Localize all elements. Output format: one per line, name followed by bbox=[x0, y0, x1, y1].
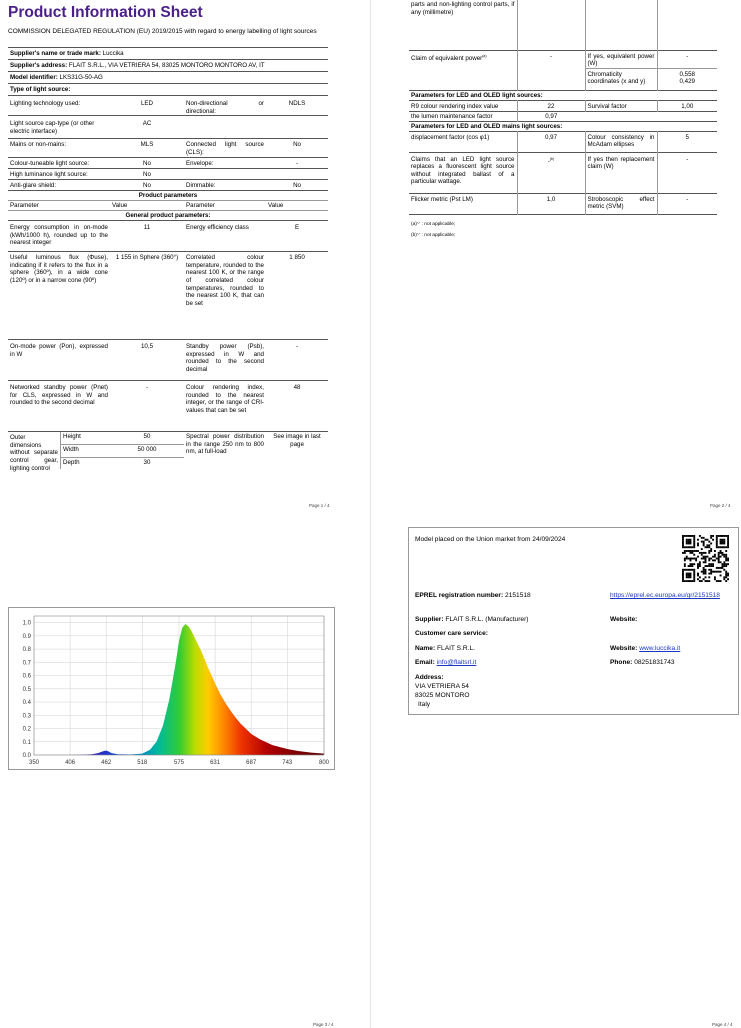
product-info-table bbox=[8, 47, 328, 478]
y-tick-label: 0.3 bbox=[22, 713, 31, 720]
regulation-subtitle: COMMISSION DELEGATED REGULATION (EU) 2019/2015 with regard to energy labelling of light sources bbox=[8, 28, 317, 35]
spectrum-area bbox=[34, 624, 324, 755]
envelope-value: - bbox=[295, 160, 299, 168]
y-tick-label: 0.8 bbox=[22, 647, 31, 654]
claim-fluor-label: Claims that an LED light source replaces a fluorescent light source without integrated ballast of a particular wattage. bbox=[411, 155, 515, 186]
height-label: Height bbox=[61, 432, 111, 445]
flicker-value: 1,0 bbox=[517, 193, 585, 214]
highlum-label: High luminance light source: bbox=[10, 171, 88, 179]
address-line-2: 83025 MONTORO bbox=[415, 692, 470, 699]
strobo-label: Stroboscopic effect metric (SVM) bbox=[585, 193, 657, 214]
claim-fluor-value: - bbox=[547, 157, 550, 165]
replace-value: - bbox=[657, 152, 717, 193]
tech-value: LED bbox=[140, 100, 154, 107]
x-tick-label: 462 bbox=[101, 760, 112, 766]
supplier-name-label: Supplier's name or trade mark: bbox=[10, 50, 101, 57]
col-header-parameter: Parameter bbox=[10, 202, 39, 210]
consistency-label: Colour consistency in McAdam ellipses bbox=[585, 131, 657, 152]
y-tick-label: 0.2 bbox=[22, 726, 31, 733]
replace-label: If yes then replacement claim (W) bbox=[585, 152, 657, 193]
page-number: Page 2 / 4 bbox=[710, 503, 731, 508]
directional-label: Non-directional or directional: bbox=[186, 100, 264, 115]
standby-label: Standby power (Psb), expressed in W and rounded to the second decimal bbox=[186, 343, 264, 373]
dims-continued-label: parts and non-lighting control parts, if any (millimetre) bbox=[411, 1, 515, 16]
customer-care-label: Customer care service: bbox=[415, 630, 488, 637]
cap-label: Light source cap-type (or other electric interface) bbox=[10, 120, 95, 135]
x-tick-label: 518 bbox=[137, 760, 148, 766]
col-header-value-2: Value bbox=[268, 202, 284, 210]
phone-label: Phone: bbox=[610, 659, 633, 666]
dimmable-value: No bbox=[293, 182, 301, 190]
page-number: Page 1 / 4 bbox=[309, 503, 330, 508]
page-title: Product Information Sheet bbox=[8, 4, 203, 21]
led-params-heading: Parameters for LED and OLED light sources: bbox=[411, 91, 543, 99]
led-parameters-table bbox=[409, 0, 717, 215]
y-tick-label: 0.4 bbox=[22, 700, 31, 707]
r9-value: 22 bbox=[517, 100, 585, 111]
eprel-link[interactable]: https://eprel.ec.europa.eu/qr/2151518 bbox=[610, 592, 720, 599]
consistency-value: 5 bbox=[657, 131, 717, 152]
equiv-label: Claim of equivalent power bbox=[411, 54, 483, 62]
x-tick-label: 687 bbox=[246, 760, 257, 766]
market-date: Model placed on the Union market from 24/09/2024 bbox=[415, 536, 566, 543]
dims-label: Outer dimensions without separate control gear, lighting control bbox=[10, 434, 58, 472]
page-1 bbox=[0, 0, 370, 513]
website-label: Website: bbox=[610, 616, 638, 623]
mains-label: Mains or non-mains: bbox=[10, 141, 67, 149]
width-label: Width bbox=[61, 445, 111, 458]
supplier-value: FLAIT S.R.L. (Manufacturer) bbox=[445, 616, 529, 623]
cri-label: Colour rendering index, rounded to the nearest integer, or the range of CRI-values that can be set bbox=[186, 384, 264, 414]
name-value: FLAIT S.R.L. bbox=[437, 645, 475, 652]
claim-fluor-footnote-ref: (b) bbox=[549, 156, 555, 161]
address-line-1: VIA VETRIERA 54 bbox=[415, 683, 469, 690]
spectral-chart bbox=[8, 607, 335, 770]
disp-label: displacement factor (cos φ1) bbox=[411, 133, 490, 141]
y-tick-label: 0.7 bbox=[22, 660, 31, 667]
equiv-footnote-ref: (a) bbox=[482, 53, 487, 58]
disp-value: 0,97 bbox=[517, 131, 585, 152]
y-tick-label: 0.5 bbox=[22, 686, 31, 693]
maint-label: the lumen maintenance factor bbox=[411, 112, 493, 120]
supplier-address-label: Supplier's address: bbox=[10, 62, 68, 69]
x-tick-label: 800 bbox=[318, 760, 330, 766]
supplier-name: Luccika bbox=[102, 50, 124, 57]
cri-value: 48 bbox=[293, 384, 301, 392]
strobo-value: - bbox=[657, 193, 717, 214]
spd-label: Spectral power distribution in the range 250 nm to 800 nm, at full-load bbox=[186, 433, 264, 456]
mains-params-heading: Parameters for LED and OLED mains light sources: bbox=[411, 122, 563, 130]
flux-value: 1 155 in Sphere (360°) bbox=[115, 254, 179, 262]
width-value: 50 000 bbox=[110, 445, 184, 458]
phone-value: 08251831743 bbox=[634, 659, 675, 666]
footnote-b: (b)'-' : not applicable; bbox=[411, 233, 456, 238]
website-label-2: Website: bbox=[610, 645, 638, 652]
energy-class-label: Energy efficiency class bbox=[186, 224, 249, 232]
cct-value: 1 850 bbox=[289, 254, 305, 262]
y-tick-label: 0.0 bbox=[22, 753, 31, 759]
page-number: Page 3 / 4 bbox=[313, 1022, 334, 1027]
eprel-number: 2151518 bbox=[505, 592, 531, 599]
model-label: Model identifier: bbox=[10, 74, 58, 81]
netstandby-value: - bbox=[145, 384, 149, 392]
depth-value: 30 bbox=[143, 459, 151, 467]
energy-value: 11 bbox=[143, 224, 151, 232]
address-label: Address: bbox=[415, 674, 444, 681]
x-tick-label: 575 bbox=[173, 760, 185, 766]
eprel-label: EPREL registration number: bbox=[415, 592, 504, 599]
y-tick-label: 0.9 bbox=[22, 633, 31, 640]
x-tick-label: 631 bbox=[210, 760, 221, 766]
spectral-chart-svg bbox=[9, 608, 334, 769]
cls-label: Connected light source (CLS): bbox=[186, 141, 264, 156]
survival-label: Survival factor bbox=[585, 100, 657, 111]
col-header-value: Value bbox=[112, 202, 128, 210]
tuneable-label: Colour-tuneable light source: bbox=[10, 160, 90, 168]
spd-value: See image in last page bbox=[273, 433, 321, 448]
chroma-y: 0,429 bbox=[679, 78, 695, 86]
model-identifier: LKS31G-50-AG bbox=[59, 74, 103, 81]
mains-value: MLS bbox=[140, 141, 154, 149]
energy-class-value: E bbox=[294, 224, 300, 232]
energy-label: Energy consumption in on-mode (kWh/1000 h), rounded up to the nearest integer bbox=[10, 224, 108, 247]
dimmable-label: Dimmable: bbox=[186, 182, 216, 190]
footnote-a: (a)'-' : not applicable; bbox=[411, 222, 456, 227]
envelope-label: Envelope: bbox=[186, 160, 214, 168]
cct-label: Correlated colour temperature, rounded to the nearest 100 K, or the range of correlated colour temperatures, rounded to the nearest 100 K, that can be set bbox=[186, 254, 264, 307]
netstandby-label: Networked standby power (Pnet) for CLS, expressed in W and rounded to the second decimal bbox=[10, 384, 108, 407]
onpower-value: 10,5 bbox=[140, 343, 154, 351]
y-tick-label: 1.0 bbox=[22, 620, 31, 627]
equiv-value: - bbox=[517, 50, 585, 68]
name-label: Name: bbox=[415, 645, 436, 652]
r9-label: R9 colour rendering index value bbox=[411, 102, 499, 110]
x-tick-label: 743 bbox=[282, 760, 293, 766]
supplier-address: FLAIT S.R.L., VIA VETRIERA 54, 83025 MONTORO MONTORO AV, IT bbox=[68, 62, 265, 69]
y-tick-label: 0.1 bbox=[22, 739, 31, 746]
maint-value: 0,97 bbox=[517, 111, 585, 121]
x-tick-label: 350 bbox=[28, 760, 40, 766]
eprel-card bbox=[408, 527, 739, 715]
website-link[interactable]: www.luccika.it bbox=[639, 645, 681, 652]
depth-label: Depth bbox=[63, 459, 80, 467]
equiv-w-value: - bbox=[657, 50, 717, 68]
highlum-value: No bbox=[143, 171, 151, 179]
x-tick-label: 406 bbox=[65, 760, 76, 766]
flicker-label: Flicker metric (Pst LM) bbox=[411, 195, 473, 203]
antiglare-value: No bbox=[143, 182, 151, 190]
email-link[interactable]: info@flaitsrl.it bbox=[436, 659, 477, 666]
type-section-label: Type of light source: bbox=[10, 86, 71, 93]
chroma-x: 0,558 bbox=[679, 70, 695, 78]
general-parameters-heading: General product parameters: bbox=[125, 212, 211, 220]
survival-value: 1,00 bbox=[657, 100, 717, 111]
tech-label: Lighting technology used: bbox=[10, 100, 81, 107]
page-number: Page 4 / 4 bbox=[712, 1022, 733, 1027]
email-label: Email: bbox=[415, 659, 435, 666]
standby-value: - bbox=[295, 343, 299, 351]
antiglare-label: Anti-glare shield: bbox=[10, 182, 57, 190]
address-line-3: Italy bbox=[418, 701, 431, 708]
supplier-label: Supplier: bbox=[415, 616, 444, 623]
y-tick-label: 0.6 bbox=[22, 673, 31, 680]
qr-code-icon bbox=[682, 535, 729, 582]
col-header-parameter-2: Parameter bbox=[186, 202, 215, 210]
directional-value: NDLS bbox=[288, 100, 306, 107]
product-parameters-heading: Product parameters bbox=[138, 192, 198, 200]
chroma-label: Chromaticity coordinates (x and y) bbox=[585, 68, 657, 90]
height-value: 50 bbox=[110, 432, 184, 445]
cls-value: No bbox=[293, 141, 301, 149]
onpower-label: On-mode power (Pon), expressed in W bbox=[10, 343, 108, 358]
flux-label: Useful luminous flux (Φuse), indicating if it refers to the flux in a sphere (360º), in a wide cone (120º) or in a narrow cone (90º) bbox=[10, 254, 108, 284]
cap-value: AC bbox=[142, 120, 152, 128]
tuneable-value: No bbox=[143, 160, 151, 168]
equiv-w-label: If yes, equivalent power (W) bbox=[585, 50, 657, 68]
